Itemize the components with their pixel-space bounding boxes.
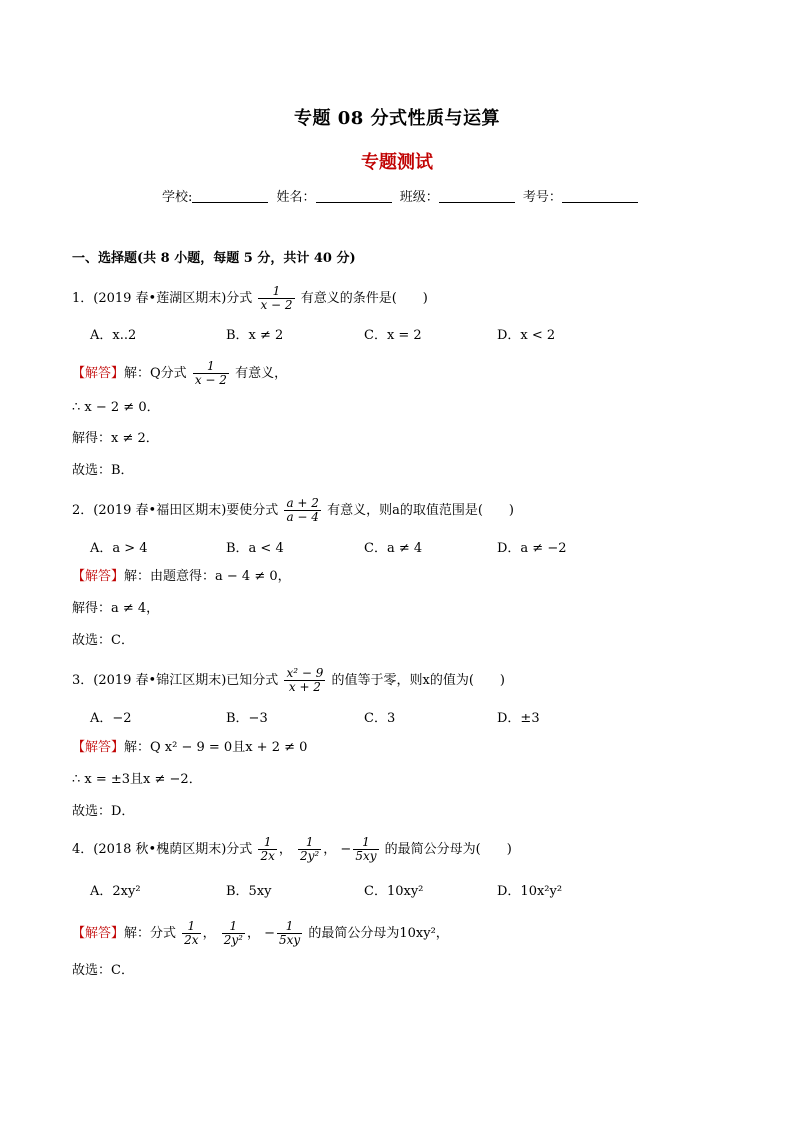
q4-option-b[interactable]: B．5xy — [226, 884, 272, 899]
q4-answer-minus: − — [264, 926, 276, 941]
q3-stem-post: 的值等于零，则x的值为( ) — [331, 673, 505, 688]
q4-fraction-2 — [298, 836, 321, 863]
q4-stem-post: 的最简公分母为( ) — [384, 842, 512, 857]
q1-frac-num: 1 — [258, 285, 294, 299]
q3-choice: 故选：D． — [72, 804, 135, 819]
q1-ans-frac-num: 1 — [193, 360, 229, 374]
q4-minus: − — [340, 842, 352, 857]
q3-step-1: ∴ x = ±3且x ≠ −2． — [72, 772, 202, 787]
q2-answer — [72, 568, 291, 586]
q4-answer-fraction-1 — [182, 920, 200, 947]
q2-option-c[interactable]: C．a ≠ 4 — [364, 541, 423, 556]
q4-f2-num: 1 — [298, 836, 321, 850]
q2-step-1: 解得：a ≠ 4， — [72, 601, 160, 616]
q1-ans-frac-den: x − 2 — [194, 373, 227, 387]
q4-answer-fraction-3 — [277, 920, 302, 947]
name-label: 姓名： — [276, 190, 316, 205]
school-blank[interactable] — [192, 190, 268, 203]
q1-answer-fraction — [193, 360, 229, 387]
page-subtitle: 专题测试 — [361, 152, 433, 173]
q2-frac-den: a − 4 — [286, 510, 319, 524]
q1-answer-tag: 【解答】 — [72, 366, 125, 381]
student-info-row — [162, 186, 642, 205]
q3-option-d[interactable]: D．±3 — [497, 711, 540, 726]
q4-f3-den: 5xy — [355, 849, 377, 863]
q1-answer-pre: 解：Q分式 — [124, 366, 187, 381]
q4-stem-pre: 4．(2018 秋•槐荫区期末)分式 — [72, 842, 253, 857]
q2-stem-post: 有意义，则a的取值范围是( ) — [327, 503, 514, 518]
exam-blank[interactable] — [562, 190, 638, 203]
q4-ans-f1-num: 1 — [182, 920, 200, 934]
q2-frac-num: a + 2 — [286, 496, 319, 510]
q4-ans-f2-den: 2y² — [223, 933, 243, 947]
q4-f1-num: 1 — [258, 836, 276, 850]
question-2 — [72, 497, 514, 524]
q1-option-c[interactable]: C．x = 2 — [364, 328, 422, 343]
section-heading: 一、选择题(共 8 小题，每题 5 分，共计 40 分) — [72, 251, 356, 266]
q4-f3-num: 1 — [353, 836, 378, 850]
q1-answer-post: 有意义， — [235, 366, 288, 381]
q4-answer — [72, 920, 449, 947]
q3-frac-num: x² − 9 — [286, 666, 324, 680]
q4-option-d[interactable]: D．10x²y² — [497, 884, 563, 899]
q1-option-b[interactable]: B．x ≠ 2 — [226, 328, 284, 343]
question-1 — [72, 285, 428, 312]
q4-option-a[interactable]: A．2xy² — [90, 884, 141, 899]
q1-option-a[interactable]: A．x..2 — [90, 328, 137, 343]
q4-fraction-1 — [258, 836, 276, 863]
q1-step-1: ∴ x − 2 ≠ 0． — [72, 400, 160, 415]
q3-stem-pre: 3．(2019 春•锦江区期末)已知分式 — [72, 673, 279, 688]
q4-answer-fraction-2 — [222, 920, 245, 947]
q3-fraction — [284, 667, 325, 694]
q4-separator-1: ， — [278, 842, 292, 857]
q3-frac-den: x + 2 — [288, 680, 321, 694]
q4-fraction-3 — [353, 836, 378, 863]
q4-option-c[interactable]: C．10xy² — [364, 884, 424, 899]
question-3 — [72, 667, 505, 694]
question-4 — [72, 836, 512, 863]
q4-answer-tag: 【解答】 — [72, 926, 125, 941]
q2-stem-pre: 2．(2019 春•福田区期末)要使分式 — [72, 503, 279, 518]
q4-answer-separator-2: ， — [246, 926, 260, 941]
q2-answer-text: 解：由题意得：a − 4 ≠ 0， — [124, 569, 291, 584]
q1-stem-pre: 1．(2019 春•莲湖区期末)分式 — [72, 291, 253, 306]
q3-answer — [72, 739, 307, 757]
q1-answer — [72, 360, 287, 387]
q2-option-d[interactable]: D．a ≠ −2 — [497, 541, 567, 556]
q4-ans-f2-num: 1 — [222, 920, 245, 934]
q4-separator-2: ， — [323, 842, 337, 857]
q3-answer-tag: 【解答】 — [72, 740, 125, 755]
q1-choice: 故选：B． — [72, 463, 134, 478]
q4-ans-f3-num: 1 — [277, 920, 302, 934]
q4-answer-pre: 解：分式 — [124, 926, 177, 941]
q2-option-b[interactable]: B．a < 4 — [226, 541, 284, 556]
q4-f2-den: 2y² — [300, 849, 320, 863]
q4-choice: 故选：C． — [72, 963, 134, 978]
q4-answer-separator-1: ， — [202, 926, 216, 941]
q2-answer-tag: 【解答】 — [72, 569, 125, 584]
class-blank[interactable] — [439, 190, 515, 203]
q3-option-a[interactable]: A．−2 — [90, 711, 132, 726]
q1-fraction — [258, 285, 294, 312]
q4-answer-post: 的最简公分母为10xy²， — [308, 926, 449, 941]
q3-option-c[interactable]: C．3 — [364, 711, 396, 726]
q4-ans-f1-den: 2x — [184, 933, 199, 947]
q1-frac-den: x − 2 — [260, 298, 293, 312]
name-blank[interactable] — [316, 190, 392, 203]
exam-label: 考号： — [522, 190, 562, 205]
q2-fraction — [284, 497, 320, 524]
q2-option-a[interactable]: A．a > 4 — [90, 541, 148, 556]
school-label: 学校: — [162, 190, 193, 205]
q4-f1-den: 2x — [260, 849, 275, 863]
q3-option-b[interactable]: B．−3 — [226, 711, 268, 726]
q1-stem-post: 有意义的条件是( ) — [300, 291, 428, 306]
q1-step-2: 解得：x ≠ 2． — [72, 431, 159, 446]
class-label: 班级： — [399, 190, 439, 205]
q1-option-d[interactable]: D．x < 2 — [497, 328, 556, 343]
page-title: 专题 08 分式性质与运算 — [293, 108, 501, 129]
q3-answer-text: 解：Q x² − 9 = 0且x + 2 ≠ 0 — [124, 740, 308, 755]
q4-ans-f3-den: 5xy — [279, 933, 301, 947]
q2-choice: 故选：C． — [72, 633, 134, 648]
